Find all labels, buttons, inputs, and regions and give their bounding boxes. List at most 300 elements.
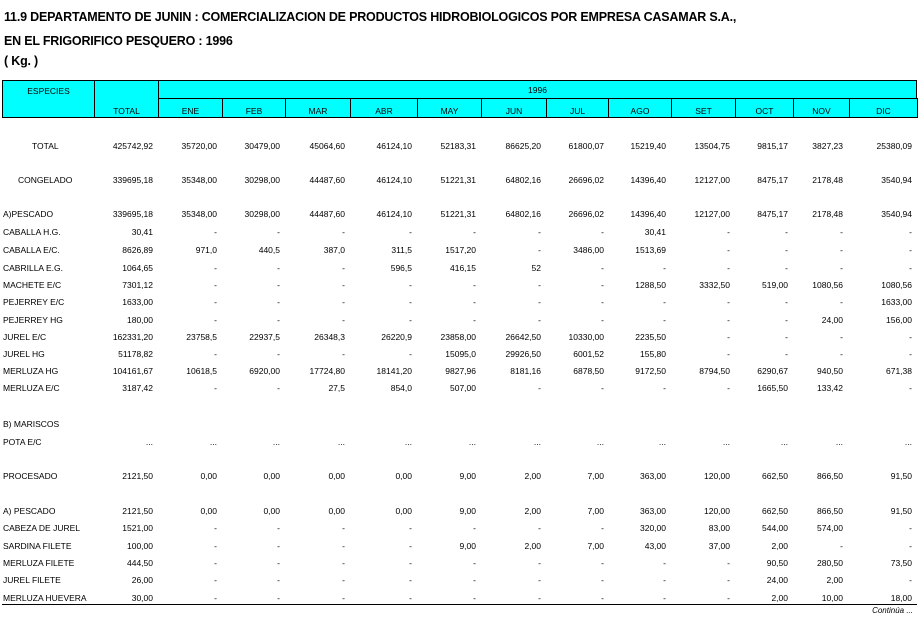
month-cell: - [409, 227, 412, 237]
month-cell: 1288,50 [635, 280, 666, 290]
month-cell: 387,0 [323, 245, 345, 255]
month-cell: 1513,69 [635, 245, 666, 255]
month-cell: - [538, 245, 541, 255]
month-cell: - [342, 575, 345, 585]
month-cell: 46124,10 [376, 175, 412, 185]
total-cell: ... [145, 437, 153, 447]
month-cell: 52183,31 [440, 141, 476, 151]
table-row [0, 523, 919, 537]
month-cell: - [538, 227, 541, 237]
month-cell: 2,00 [826, 575, 843, 585]
month-cell: - [727, 593, 730, 603]
month-header-ago: AGO [608, 98, 672, 118]
total-cell: 1064,65 [122, 263, 153, 273]
month-cell: - [538, 593, 541, 603]
month-cell: ... [722, 437, 730, 447]
month-cell: 15219,40 [630, 141, 666, 151]
month-cell: 10,00 [821, 593, 843, 603]
table-row [0, 297, 919, 311]
month-cell: 91,50 [890, 471, 912, 481]
month-cell: - [601, 263, 604, 273]
month-cell: 363,00 [640, 471, 666, 481]
month-cell: 2,00 [771, 541, 788, 551]
month-cell: 18,00 [890, 593, 912, 603]
row-label: SARDINA FILETE [3, 541, 72, 551]
month-cell: - [840, 245, 843, 255]
month-cell: - [840, 349, 843, 359]
year-header: 1996 [158, 80, 917, 99]
month-cell: - [601, 523, 604, 533]
month-cell: 44487,60 [309, 175, 345, 185]
month-cell: - [409, 541, 412, 551]
month-cell: 10330,00 [568, 332, 604, 342]
month-cell: 1633,00 [881, 297, 912, 307]
table-row [0, 541, 919, 555]
month-cell: 22937,5 [249, 332, 280, 342]
month-cell: 61800,07 [568, 141, 604, 151]
table-row [0, 366, 919, 380]
month-cell: 51221,31 [440, 209, 476, 219]
month-cell: - [601, 558, 604, 568]
month-cell: - [785, 263, 788, 273]
month-cell: - [342, 541, 345, 551]
month-header-oct: OCT [735, 98, 794, 118]
row-label: MERLUZA E/C [3, 383, 60, 393]
month-cell: 574,00 [817, 523, 843, 533]
month-cell: - [663, 558, 666, 568]
month-cell: 12127,00 [694, 175, 730, 185]
month-cell: 43,00 [644, 541, 666, 551]
month-cell: 30479,00 [244, 141, 280, 151]
month-cell: - [277, 280, 280, 290]
month-header-nov: NOV [793, 98, 850, 118]
month-cell: - [342, 558, 345, 568]
month-cell: 0,00 [328, 506, 345, 516]
table-row [0, 245, 919, 259]
month-cell: 37,00 [708, 541, 730, 551]
month-cell: - [473, 558, 476, 568]
bottom-rule [2, 604, 917, 605]
month-cell: 86625,20 [505, 141, 541, 151]
month-cell: 854,0 [390, 383, 412, 393]
month-cell: - [277, 263, 280, 273]
month-cell: 26220,9 [381, 332, 412, 342]
month-cell: - [214, 315, 217, 325]
row-label: POTA E/C [3, 437, 42, 447]
month-cell: 83,00 [708, 523, 730, 533]
month-cell: ... [468, 437, 476, 447]
row-label: MACHETE E/C [3, 280, 62, 290]
month-cell: 24,00 [766, 575, 788, 585]
month-cell: 507,00 [450, 383, 476, 393]
month-header-ene: ENE [158, 98, 223, 118]
month-cell: 0,00 [200, 506, 217, 516]
month-cell: 940,50 [817, 366, 843, 376]
table-row [0, 280, 919, 294]
table-row [0, 227, 919, 241]
month-cell: 25380,09 [876, 141, 912, 151]
row-label: PEJERREY HG [3, 315, 63, 325]
month-cell: 7,00 [587, 541, 604, 551]
month-cell: - [214, 263, 217, 273]
month-cell: - [214, 558, 217, 568]
month-cell: 2235,50 [635, 332, 666, 342]
total-header: TOTAL [94, 80, 159, 118]
month-cell: - [727, 349, 730, 359]
month-cell: - [663, 593, 666, 603]
month-cell: 23858,00 [440, 332, 476, 342]
month-cell: - [409, 575, 412, 585]
month-cell: - [277, 558, 280, 568]
row-label: JUREL FILETE [3, 575, 61, 585]
month-cell: 91,50 [890, 506, 912, 516]
month-cell: 64802,16 [505, 209, 541, 219]
month-cell: 6920,00 [249, 366, 280, 376]
month-cell: 596,5 [390, 263, 412, 273]
month-cell: - [909, 332, 912, 342]
month-cell: - [409, 523, 412, 533]
month-cell: 662,50 [762, 471, 788, 481]
month-cell: - [909, 383, 912, 393]
month-cell: 2,00 [524, 541, 541, 551]
month-cell: - [277, 593, 280, 603]
month-cell: - [727, 558, 730, 568]
month-cell: - [214, 541, 217, 551]
month-cell: 2178,48 [812, 209, 843, 219]
month-header-jul: JUL [546, 98, 609, 118]
month-header-may: MAY [417, 98, 482, 118]
table-row [0, 263, 919, 277]
table-row [0, 349, 919, 363]
month-cell: - [277, 383, 280, 393]
month-cell: 3486,00 [573, 245, 604, 255]
month-cell: 155,80 [640, 349, 666, 359]
month-cell: - [277, 523, 280, 533]
month-cell: - [663, 263, 666, 273]
row-label: PEJERREY E/C [3, 297, 65, 307]
month-cell: - [342, 315, 345, 325]
month-cell: - [214, 280, 217, 290]
table-row [0, 506, 919, 520]
month-cell: - [663, 383, 666, 393]
month-cell: 9827,96 [445, 366, 476, 376]
total-cell: 1521,00 [122, 523, 153, 533]
table-row [0, 437, 919, 451]
month-cell: 9,00 [459, 541, 476, 551]
total-cell: 26,00 [131, 575, 153, 585]
table-row [0, 419, 919, 433]
units-label: ( Kg. ) [4, 54, 39, 68]
month-cell: 1517,20 [445, 245, 476, 255]
table-row [0, 332, 919, 346]
month-cell: 90,50 [766, 558, 788, 568]
month-cell: 35348,00 [181, 209, 217, 219]
month-cell: - [785, 297, 788, 307]
month-cell: - [840, 297, 843, 307]
month-cell: - [538, 315, 541, 325]
row-label: JUREL E/C [3, 332, 47, 342]
table-title: 11.9 DEPARTAMENTO DE JUNIN : COMERCIALIZACION DE PRODUCTOS HIDROBIOLOGICOS POR EMPRESA CASAMAR S.A., [4, 10, 737, 24]
month-cell: 14396,40 [630, 175, 666, 185]
month-header-mar: MAR [285, 98, 351, 118]
month-cell: 26642,50 [505, 332, 541, 342]
month-cell: - [909, 227, 912, 237]
table-row [0, 471, 919, 485]
month-header-dic: DIC [849, 98, 918, 118]
month-cell: - [409, 297, 412, 307]
month-cell: 8181,16 [510, 366, 541, 376]
month-cell: 8794,50 [699, 366, 730, 376]
month-cell: 73,50 [890, 558, 912, 568]
row-label: CABRILLA E.G. [3, 263, 63, 273]
month-cell: - [538, 297, 541, 307]
month-cell: - [342, 297, 345, 307]
month-cell: - [727, 263, 730, 273]
month-cell: - [277, 541, 280, 551]
row-label: CABALLA H.G. [3, 227, 61, 237]
month-cell: 671,38 [886, 366, 912, 376]
total-cell: 30,41 [131, 227, 153, 237]
month-cell: - [214, 593, 217, 603]
month-header-feb: FEB [222, 98, 286, 118]
month-cell: 8475,17 [757, 209, 788, 219]
table-subtitle: EN EL FRIGORIFICO PESQUERO : 1996 [4, 34, 233, 48]
month-cell: - [277, 227, 280, 237]
especies-header: ESPECIES [2, 80, 95, 118]
row-label: TOTAL [32, 141, 59, 151]
month-cell: 2178,48 [812, 175, 843, 185]
month-cell: - [601, 315, 604, 325]
month-cell: 15095,0 [445, 349, 476, 359]
month-cell: - [727, 245, 730, 255]
month-cell: 1080,56 [881, 280, 912, 290]
month-cell: - [214, 383, 217, 393]
month-cell: 320,00 [640, 523, 666, 533]
total-cell: 30,00 [131, 593, 153, 603]
month-cell: - [727, 297, 730, 307]
month-cell: 29926,50 [505, 349, 541, 359]
total-cell: 3187,42 [122, 383, 153, 393]
month-cell: - [214, 523, 217, 533]
month-cell: - [538, 575, 541, 585]
month-cell: - [473, 593, 476, 603]
month-cell: - [538, 523, 541, 533]
total-cell: 425742,92 [112, 141, 153, 151]
month-cell: - [785, 349, 788, 359]
month-cell: 156,00 [886, 315, 912, 325]
month-cell: 18141,20 [376, 366, 412, 376]
month-cell: - [840, 263, 843, 273]
month-cell: ... [272, 437, 280, 447]
month-cell: 0,00 [263, 506, 280, 516]
month-cell: 35348,00 [181, 175, 217, 185]
month-cell: - [342, 280, 345, 290]
month-cell: 6001,52 [573, 349, 604, 359]
month-cell: 9172,50 [635, 366, 666, 376]
month-header-jun: JUN [481, 98, 547, 118]
month-cell: - [601, 227, 604, 237]
month-cell: 27,5 [328, 383, 345, 393]
month-cell: - [601, 297, 604, 307]
row-label: MERLUZA HUEVERA [3, 593, 87, 603]
month-cell: 544,00 [762, 523, 788, 533]
month-cell: - [342, 263, 345, 273]
month-cell: 0,00 [395, 506, 412, 516]
month-cell: - [277, 315, 280, 325]
row-label: MERLUZA HG [3, 366, 59, 376]
month-cell: 416,15 [450, 263, 476, 273]
total-cell: 104161,67 [112, 366, 153, 376]
month-cell: - [214, 575, 217, 585]
month-cell: - [473, 523, 476, 533]
month-cell: - [409, 315, 412, 325]
month-cell: 7,00 [587, 506, 604, 516]
total-cell: 444,50 [127, 558, 153, 568]
month-cell: 280,50 [817, 558, 843, 568]
month-cell: - [214, 349, 217, 359]
row-label: A) PESCADO [3, 506, 56, 516]
month-cell: - [409, 558, 412, 568]
month-cell: 24,00 [821, 315, 843, 325]
month-cell: ... [404, 437, 412, 447]
month-cell: 971,0 [195, 245, 217, 255]
month-cell: 8475,17 [757, 175, 788, 185]
month-cell: - [727, 332, 730, 342]
month-cell: - [601, 575, 604, 585]
month-cell: 0,00 [200, 471, 217, 481]
month-cell: - [727, 575, 730, 585]
month-cell: 30298,00 [244, 175, 280, 185]
month-cell: 0,00 [328, 471, 345, 481]
table-row [0, 383, 919, 397]
month-cell: - [342, 523, 345, 533]
month-cell: 44487,60 [309, 209, 345, 219]
month-cell: - [909, 349, 912, 359]
month-cell: 1665,50 [757, 383, 788, 393]
row-label: A)PESCADO [3, 209, 54, 219]
month-cell: 51221,31 [440, 175, 476, 185]
row-label: PROCESADO [3, 471, 58, 481]
month-cell: 52 [531, 263, 541, 273]
month-cell: - [727, 227, 730, 237]
month-cell: - [409, 349, 412, 359]
month-cell: 6290,67 [757, 366, 788, 376]
month-cell: 26696,02 [568, 175, 604, 185]
month-cell: ... [835, 437, 843, 447]
month-header-abr: ABR [350, 98, 418, 118]
month-cell: - [909, 523, 912, 533]
month-cell: ... [658, 437, 666, 447]
month-cell: - [409, 593, 412, 603]
month-cell: 120,00 [704, 506, 730, 516]
month-cell: - [601, 383, 604, 393]
table-row [0, 558, 919, 572]
month-cell: - [473, 280, 476, 290]
row-label: CABALLA E/C. [3, 245, 60, 255]
month-cell: - [277, 349, 280, 359]
month-cell: - [840, 227, 843, 237]
total-cell: 162331,20 [112, 332, 153, 342]
month-cell: 10618,5 [186, 366, 217, 376]
total-cell: 2121,50 [122, 471, 153, 481]
month-cell: - [342, 593, 345, 603]
month-cell: 2,00 [524, 506, 541, 516]
month-cell: - [538, 383, 541, 393]
total-cell: 51178,82 [118, 349, 153, 359]
month-cell: 2,00 [771, 593, 788, 603]
month-cell: 12127,00 [694, 209, 730, 219]
month-cell: 35720,00 [181, 141, 217, 151]
month-cell: 440,5 [258, 245, 280, 255]
month-cell: - [473, 575, 476, 585]
month-cell: - [601, 593, 604, 603]
month-cell: 519,00 [762, 280, 788, 290]
month-cell: 120,00 [704, 471, 730, 481]
total-cell: 339695,18 [112, 175, 153, 185]
month-cell: ... [533, 437, 541, 447]
total-cell: 339695,18 [112, 209, 153, 219]
month-cell: - [663, 575, 666, 585]
month-cell: - [663, 315, 666, 325]
table-row [0, 175, 919, 189]
total-cell: 8626,89 [122, 245, 153, 255]
month-cell: - [277, 575, 280, 585]
month-cell: 46124,10 [376, 141, 412, 151]
month-cell: - [785, 245, 788, 255]
month-cell: 866,50 [817, 506, 843, 516]
month-cell: 9,00 [459, 471, 476, 481]
month-cell: 30298,00 [244, 209, 280, 219]
month-cell: 13504,75 [694, 141, 730, 151]
month-cell: - [909, 245, 912, 255]
month-cell: 26348,3 [314, 332, 345, 342]
month-cell: - [840, 332, 843, 342]
month-cell: 866,50 [817, 471, 843, 481]
month-cell: 6878,50 [573, 366, 604, 376]
month-cell: - [342, 349, 345, 359]
month-cell: 30,41 [644, 227, 666, 237]
month-cell: ... [780, 437, 788, 447]
month-cell: 46124,10 [376, 209, 412, 219]
month-cell: ... [904, 437, 912, 447]
row-label: CABEZA DE JUREL [3, 523, 80, 533]
month-header-set: SET [671, 98, 736, 118]
row-label: MERLUZA FILETE [3, 558, 75, 568]
month-cell: 23758,5 [186, 332, 217, 342]
month-cell: 1080,56 [812, 280, 843, 290]
month-cell: ... [337, 437, 345, 447]
month-cell: 3540,94 [881, 209, 912, 219]
month-cell: ... [596, 437, 604, 447]
month-cell: 7,00 [587, 471, 604, 481]
month-cell: - [409, 280, 412, 290]
month-cell: - [342, 227, 345, 237]
month-cell: - [727, 383, 730, 393]
month-cell: ... [209, 437, 217, 447]
month-cell: 3827,23 [812, 141, 843, 151]
month-cell: - [909, 263, 912, 273]
table-row [0, 209, 919, 223]
month-cell: 363,00 [640, 506, 666, 516]
total-cell: 180,00 [127, 315, 153, 325]
month-cell: - [538, 558, 541, 568]
month-cell: - [909, 541, 912, 551]
month-cell: - [277, 297, 280, 307]
month-cell: 133,42 [817, 383, 843, 393]
month-cell: - [473, 227, 476, 237]
month-cell: 2,00 [524, 471, 541, 481]
month-cell: 9815,17 [757, 141, 788, 151]
